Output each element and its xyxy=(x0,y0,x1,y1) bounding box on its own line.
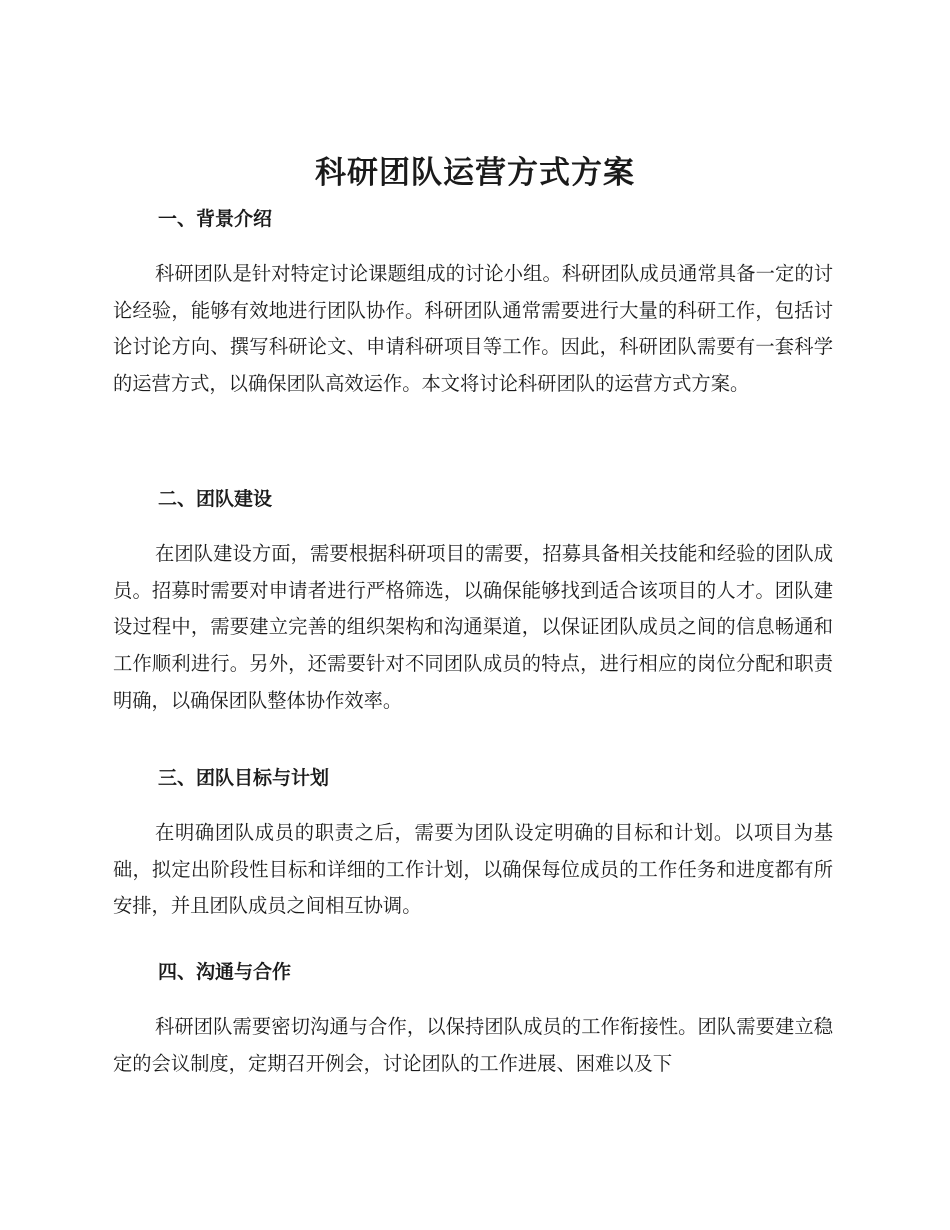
section-paragraph-goals-plans: 在明确团队成员的职责之后，需要为团队设定明确的目标和计划。以项目为基础，拟定出阶段性目标和详细的工作计划，以确保每位成员的工作任务和进度都有所安排，并且团队成员之间相互协调。 xyxy=(113,821,833,918)
section-paragraph-team-building: 在团队建设方面，需要根据科研项目的需要，招募具备相关技能和经验的团队成员。招募时需要对申请者进行严格筛选，以确保能够找到适合该项目的人才。团队建设过程中，需要建立完善的组织架构和沟通渠道，以保证团队成员之间的信息畅通和工作顺利进行。另外，还需要针对不同团队成员的特点，进行相应的岗位分配和职责明确，以确保团队整体协作效率。 xyxy=(113,542,833,712)
document-title: 科研团队运营方式方案 xyxy=(315,155,635,191)
section-heading-goals-plans: 三、团队目标与计划 xyxy=(158,767,330,789)
section-heading-team-building: 二、团队建设 xyxy=(158,488,273,510)
section-paragraph-background: 科研团队是针对特定讨论课题组成的讨论小组。科研团队成员通常具备一定的讨论经验，能够有效地进行团队协作。科研团队通常需要进行大量的科研工作，包括讨论讨论方向、撰写科研论文、申请科研项目等工作。因此，科研团队需要有一套科学的运营方式，以确保团队高效运作。本文将讨论科研团队的运营方式方案。 xyxy=(113,262,833,396)
section-paragraph-communication: 科研团队需要密切沟通与合作，以保持团队成员的工作衔接性。团队需要建立稳定的会议制度，定期召开例会，讨论团队的工作进展、困难以及下 xyxy=(113,1015,833,1075)
section-heading-background: 一、背景介绍 xyxy=(158,208,273,230)
section-heading-communication: 四、沟通与合作 xyxy=(158,961,292,983)
